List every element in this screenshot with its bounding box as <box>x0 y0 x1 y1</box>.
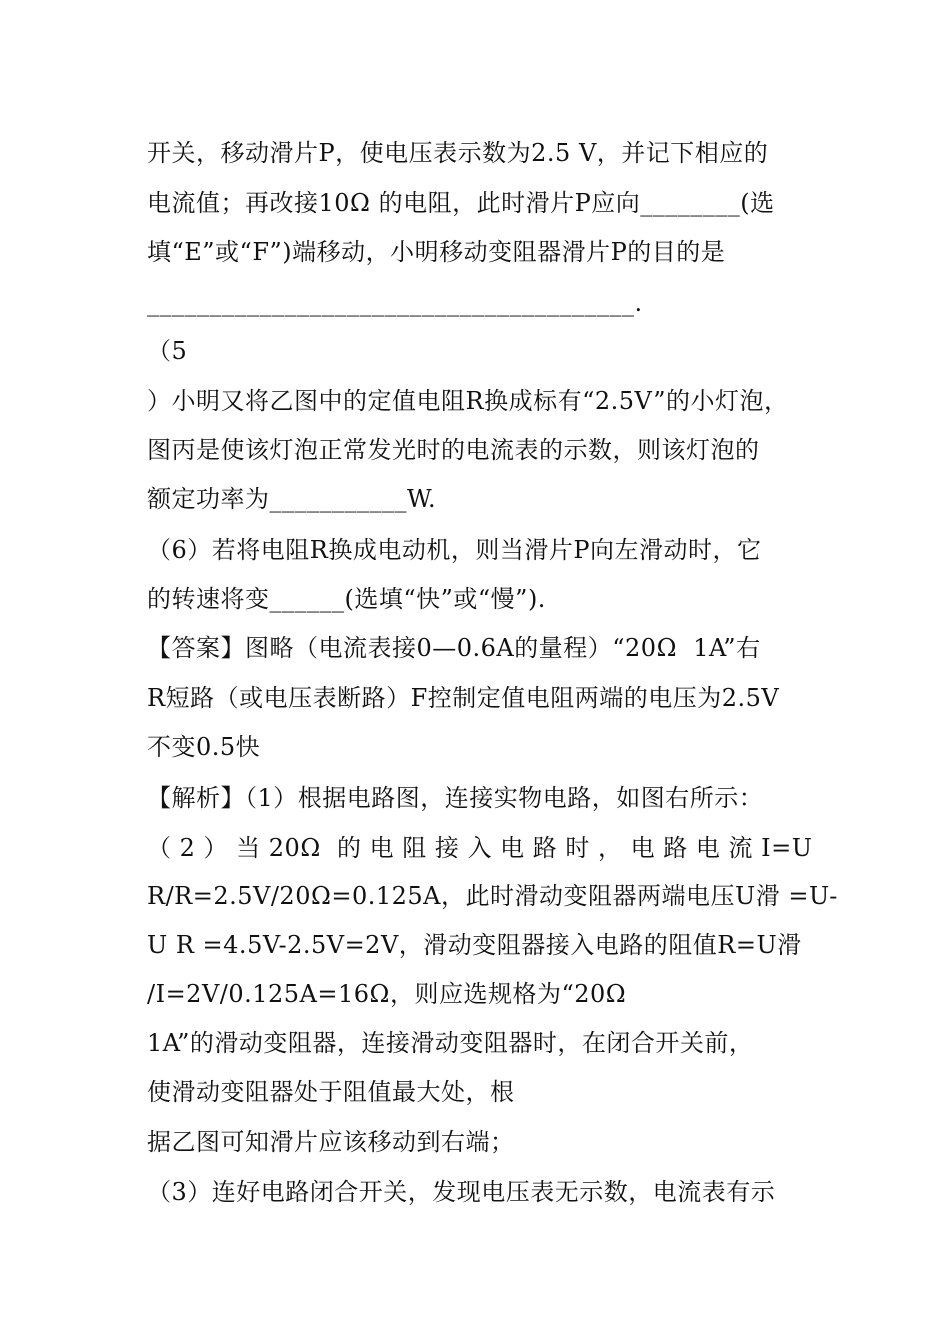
text-line: 填“E”或“F”)端移动，小明移动变阻器滑片P的目的是 <box>147 238 726 266</box>
answer-line: R短路（或电压表断路）F控制定值电阻两端的电压为2.5V <box>147 684 780 712</box>
analysis-line: /I=2V/0.125A=16Ω，则应选规格为“20Ω <box>147 980 627 1008</box>
answer-line: 不变0.5快 <box>147 733 261 761</box>
analysis-line: （ 2 ） 当 20Ω 的 电 阻 接 入 电 路 时 ， 电 路 电 流 I=U <box>147 834 813 862</box>
text-line: 电流值；再改接10Ω 的电阻，此时滑片P应向________(选 <box>147 189 775 217</box>
analysis-line: （3）连好电路闭合开关，发现电压表无示数，电流表有示 <box>147 1178 776 1206</box>
answer-line: 【答案】图略（电流表接0—0.6A的量程）“20Ω 1A”右 <box>147 634 761 662</box>
analysis-line: 据乙图可知滑片应该移动到右端； <box>147 1128 515 1156</box>
text-line: _______________________________________. <box>147 289 643 317</box>
analysis-line: R/R=2.5V/20Ω=0.125A，此时滑动变阻器两端电压U滑 =U- <box>147 882 838 910</box>
text-line: 开关，移动滑片P，使电压表示数为2.5 V，并记下相应的 <box>147 139 769 167</box>
text-line: 图丙是使该灯泡正常发光时的电流表的示数，则该灯泡的 <box>147 436 760 464</box>
analysis-line: 1A”的滑动变阻器，连接滑动变阻器时，在闭合开关前， <box>147 1029 754 1057</box>
text-line: （5 <box>147 337 188 365</box>
text-line: （6）若将电阻R换成电动机，则当滑片P向左滑动时，它 <box>147 536 762 564</box>
text-line: 的转速将变______(选填“快”或“慢”). <box>147 585 546 613</box>
analysis-line: U R =4.5V-2.5V=2V，滑动变阻器接入电路的阻值R=U滑 <box>147 931 802 959</box>
analysis-line: 【解析】（1）根据电路图，连接实物电路，如图右所示： <box>147 784 764 812</box>
text-line: ）小明又将乙图中的定值电阻R换成标有“2.5V”的小灯泡， <box>147 387 789 415</box>
analysis-line: 使滑动变阻器处于阻值最大处，根 <box>147 1078 515 1106</box>
text-line: 额定功率为___________W. <box>147 485 437 513</box>
